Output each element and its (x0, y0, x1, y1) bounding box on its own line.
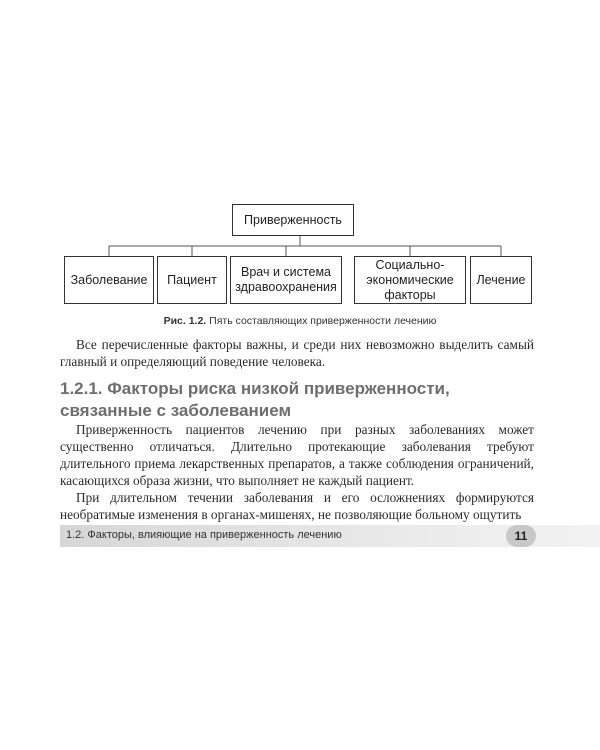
adherence-diagram (60, 204, 540, 314)
figure-label: Рис. 1.2. (163, 315, 207, 327)
factor-box-treatment: Лечение (470, 256, 532, 304)
running-title: 1.2. Факторы, влияющие на приверженность лечению (66, 529, 342, 541)
paragraph-1: Приверженность пациентов лечению при разных заболеваниях может существенно отличаться. Длительно протекающие заболевания требуют длительного приема лекарственных препаратов, а также соблюдения ограничений, касающихся образа жизни, что выполняет не каждый пациент. (60, 422, 534, 488)
section-heading-line-2: связанные с заболеванием (60, 401, 292, 420)
paragraph-intro: Все перечисленные факторы важны, и среди них невозможно выделить самый главный и определяющий поведение человека. (60, 337, 534, 369)
factor-box-socioeconomic: Социально-экономические факторы (354, 256, 466, 304)
figure-caption (0, 315, 600, 327)
paragraph-2: При длительном течении заболевания и его осложнениях формируются необратимые изменения в органах-мишенях, не позволяющие больному ощутить (60, 490, 534, 522)
factor-box-doctor-healthcare: Врач и система здравоохранения (230, 256, 342, 304)
section-heading (60, 378, 540, 422)
figure-caption-text: Пять составляющих приверженности лечению (209, 315, 437, 327)
page-number: 11 (506, 525, 536, 547)
factor-box-patient: Пациент (157, 256, 227, 304)
factor-box-disease: Заболевание (64, 256, 154, 304)
section-heading-line-1: 1.2.1. Факторы риска низкой приверженности, (60, 379, 450, 398)
root-box: Приверженность (232, 204, 354, 236)
